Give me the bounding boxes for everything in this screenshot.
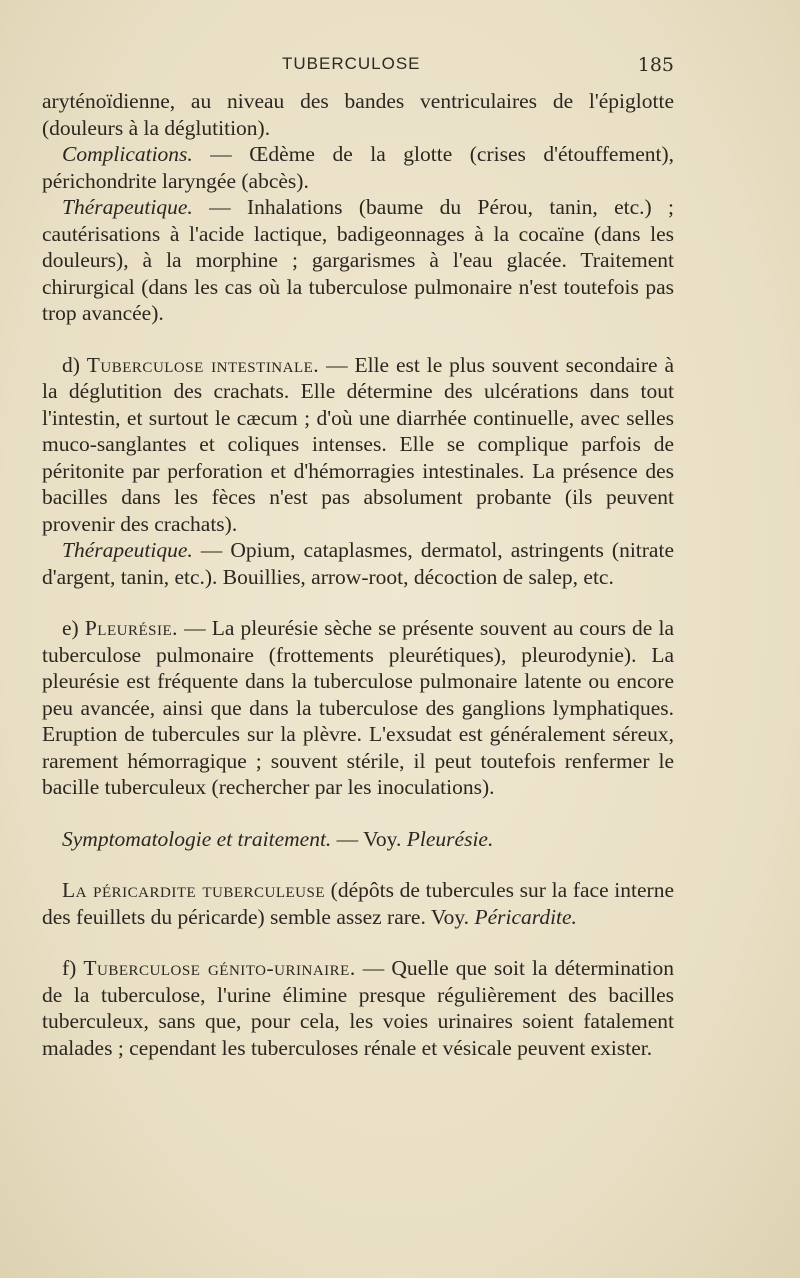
paragraph-pericardite: La péricardite tuberculeuse (dépôts de tubercules sur la face interne des feuillets du péricarde) semble assez rare. Voy. Péricardite. [42, 878, 674, 929]
therapeutique-label: Thérapeutique. [62, 538, 193, 562]
section-heading: Pleurésie. [84, 616, 178, 640]
section-heading: La péricardite tuberculeuse [62, 878, 325, 902]
section-tuberculose-intestinale: d) Tuberculose intestinale. — Elle est le plus souvent secondaire à la déglutition des crachats. Elle détermine des ulcérations dans tout l'intestin, et surtout le cæcum ; d'où une diarrhée continuelle, avec selles muco-sanglantes et coliques intenses. Elle se complique parfois de péritonite par perforation et d'hémorragies intestinales. La présence des bacilles dans les fèces n'est pas absolument probante (ils peuvent provenir des crachats). [42, 352, 674, 536]
therapeutique-label: Thérapeutique. [62, 195, 193, 219]
paragraph-complications: Complications. — Œdème de la glotte (crises d'étouffement), périchondrite laryngée (abcès). [42, 142, 674, 193]
paragraph-therapeutique-intestinale: Thérapeutique. — Opium, cataplasmes, dermatol, astringents (nitrate d'argent, tanin, etc.). Bouillies, arrow-root, décoction de salep, etc. [42, 538, 674, 589]
paragraph-larynx-continued: aryténoïdienne, au niveau des bandes ventriculaires de l'épiglotte (douleurs à la déglutition). [42, 89, 674, 140]
section-tuberculose-genito-urinaire: f) Tuberculose génito-urinaire. — Quelle que soit la détermination de la tuberculose, l'urine élimine presque régulièrement des bacilles tuberculeux, sans que, pour cela, les voies urinaires soient fatalement malades ; cependant les tuberculoses rénale et vésicale peuvent exister. [42, 956, 674, 1060]
body-text [42, 88, 674, 1061]
section-heading: Tuberculose génito-urinaire. [83, 956, 356, 980]
running-title: TUBERCULOSE [282, 54, 421, 73]
section-pleuresie: e) Pleurésie. — La pleurésie sèche se présente souvent au cours de la tuberculose pulmonaire (frottements pleurétiques), pleurodynie). La pleurésie est fréquente dans la tuberculose pulmonaire latente ou encore peu avancée, ainsi que dans la tuberculose des ganglions lymphatiques. Eruption de tubercules sur la plèvre. L'exsudat est généralement séreux, rarement hémorragique ; souvent stérile, il peut toutefois renfermer le bacille tuberculeux (rechercher par les inoculations). [42, 616, 674, 799]
complications-label: Complications. [62, 142, 193, 166]
page-header [42, 54, 674, 80]
paragraph-symptomatologie: Symptomatologie et traitement. — Voy. Pleurésie. [62, 826, 494, 851]
paragraph-therapeutique-larynx: Thérapeutique. — Inhalations (baume du Pérou, tanin, etc.) ; cautérisations à l'acide lactique, badigeonnages à la cocaïne (dans les douleurs), à la morphine ; gargarismes à l'eau glacée. Traitement chirurgical (dans les cas où la tuberculose pulmonaire n'est toutefois pas trop avancée). [42, 195, 674, 325]
symptomatologie-label: Symptomatologie et traitement. [62, 826, 332, 851]
cross-reference: Pleurésie. [406, 826, 494, 851]
page-number: 185 [637, 54, 674, 76]
section-heading: Tuberculose intestinale. [86, 352, 320, 377]
cross-reference: Péricardite. [474, 904, 577, 929]
